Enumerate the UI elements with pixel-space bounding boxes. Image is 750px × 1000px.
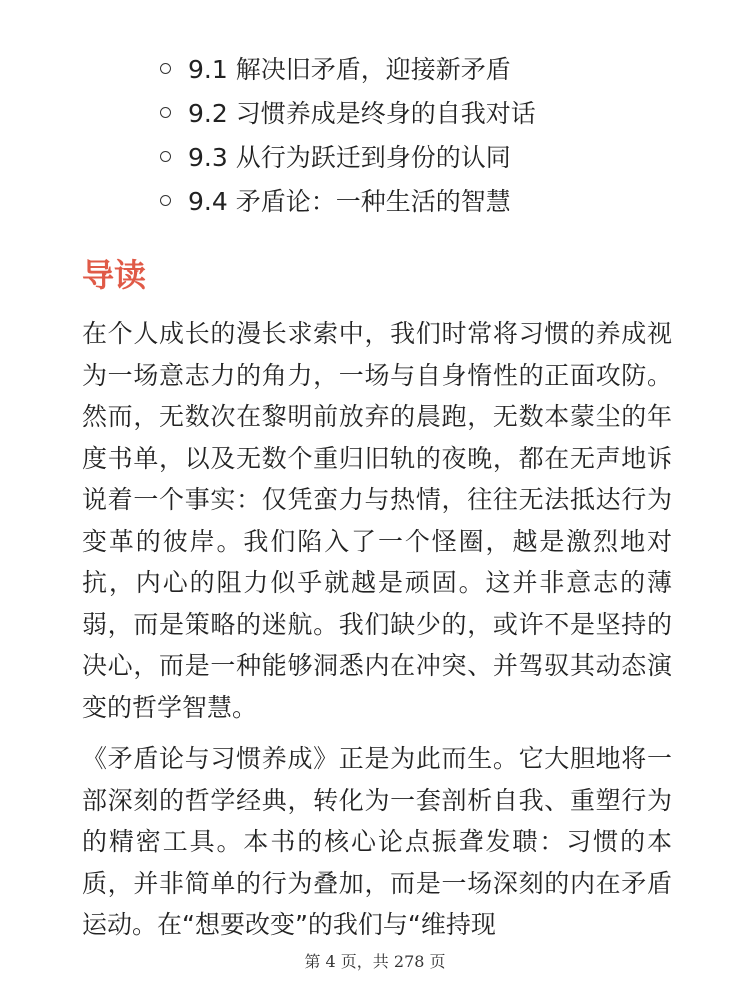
toc-item-9-3[interactable] [160, 134, 536, 178]
section-heading: 导读 [82, 256, 147, 294]
table-of-contents [160, 46, 536, 222]
section-body [82, 313, 672, 939]
circle-bullet-icon [160, 63, 171, 74]
body-paragraph-2: 《矛盾论与习惯养成》正是为此而生。它大胆地将一部深刻的哲学经典，转化为一套剖析自我、重塑行为的精密工具。本书的核心论点振聋发聩：习惯的本质，并非简单的行为叠加，而是一场深刻的内在矛盾运动。在“想要改变”的我们与“维持现 [82, 744, 672, 939]
toc-item-label: 9.1 解决旧矛盾，迎接新矛盾 [188, 55, 511, 84]
body-paragraph-1: 在个人成长的漫长求索中，我们时常将习惯的养成视为一场意志力的角力，一场与自身惰性的正面攻防。然而，无数次在黎明前放弃的晨跑，无数本蒙尘的年度书单，以及无数个重归旧轨的夜晚，都在无声地诉说着一个事实：仅凭蛮力与热情，往往无法抵达行为变革的彼岸。我们陷入了一个怪圈，越是激烈地对抗，内心的阻力似乎就越是顽固。这并非意志的薄弱，而是策略的迷航。我们缺少的，或许不是坚持的决心，而是一种能够洞悉内在冲突、并驾驭其动态演变的哲学智慧。 [82, 319, 672, 722]
toc-item-9-1[interactable] [160, 46, 536, 90]
toc-item-label: 9.4 矛盾论：一种生活的智慧 [188, 187, 511, 216]
toc-item-9-4[interactable] [160, 178, 536, 222]
circle-bullet-icon [160, 107, 171, 118]
toc-item-9-2[interactable] [160, 90, 536, 134]
page-number-footer: 第 4 页，共 278 页 [304, 952, 446, 971]
circle-bullet-icon [160, 151, 171, 162]
circle-bullet-icon [160, 195, 171, 206]
toc-item-label: 9.3 从行为跃迁到身份的认同 [188, 143, 511, 172]
toc-item-label: 9.2 习惯养成是终身的自我对话 [188, 99, 536, 128]
